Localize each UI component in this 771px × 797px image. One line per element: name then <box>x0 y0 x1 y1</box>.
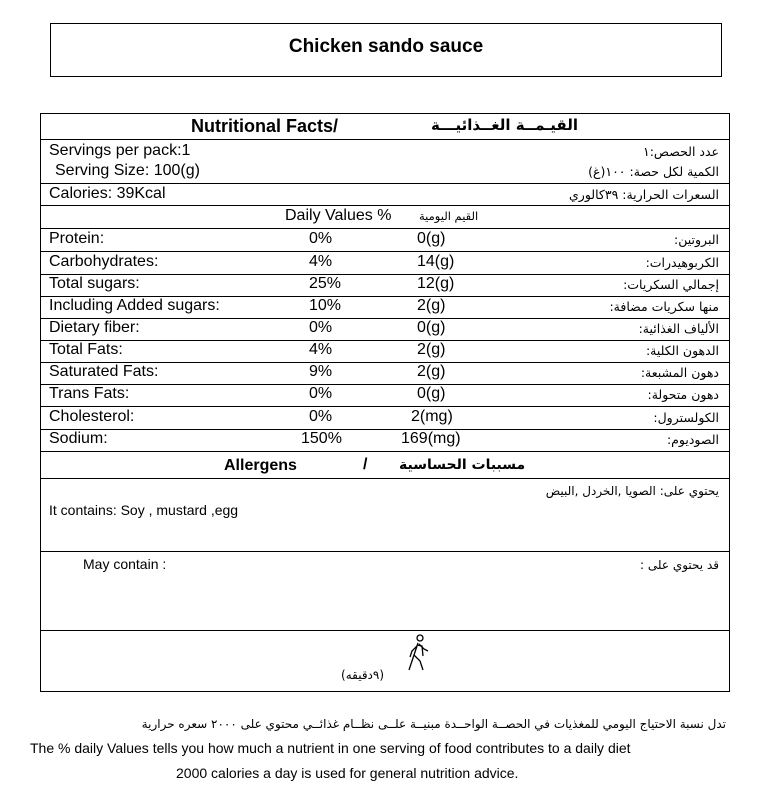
nutrient-name-ar: الكولسترول: <box>653 410 719 425</box>
nutrient-row <box>41 362 729 384</box>
may-contain-ar: قد يحتوي على : <box>640 558 719 572</box>
divider <box>41 630 729 631</box>
nutrient-amount: 0(g) <box>417 385 446 402</box>
nutrient-name-ar: إجمالي السكريات: <box>623 277 719 292</box>
servings-per-pack-ar: عدد الحصص:١ <box>643 144 719 159</box>
divider <box>41 478 729 479</box>
nutrient-name: Including Added sugars: <box>49 297 220 314</box>
nutrition-header-en: Nutritional Facts/ <box>191 116 339 136</box>
serving-size: Serving Size: 100(g) <box>55 162 200 179</box>
activity-duration: (٩دقيقه) <box>341 668 385 682</box>
nutrient-amount: 2(g) <box>417 341 446 358</box>
nutrient-name-ar: منها سكريات مضافة: <box>609 299 719 314</box>
daily-values-label: Daily Values % <box>285 207 392 224</box>
nutrient-name-ar: البروتين: <box>674 232 719 247</box>
nutrient-percent: 0% <box>309 385 333 402</box>
nutrient-name: Sodium: <box>49 430 108 447</box>
nutrient-name-ar: الألياف الغذائية: <box>638 321 719 336</box>
contains-ar: يحتوي على: الصويا ,الخردل ,البيض <box>545 484 719 498</box>
nutrient-percent: 4% <box>309 253 333 270</box>
nutrient-amount: 14(g) <box>417 253 455 270</box>
nutrient-name: Trans Fats: <box>49 385 130 402</box>
calories-ar: السعرات الحرارية: ٣٩كالوري <box>569 187 719 202</box>
nutrient-percent: 0% <box>309 408 333 425</box>
nutrient-row <box>41 340 729 362</box>
nutrient-name-ar: الدهون الكلية: <box>645 343 719 358</box>
may-contain-en: May contain : <box>83 556 167 572</box>
nutrient-row <box>41 229 729 251</box>
nutrient-amount: 12(g) <box>417 275 455 292</box>
nutrition-label <box>40 113 730 692</box>
nutrient-percent: 0% <box>309 230 333 247</box>
nutrient-row <box>41 274 729 296</box>
nutrient-row <box>41 318 729 340</box>
nutrient-name-ar: الكربوهيدرات: <box>645 255 719 270</box>
nutrient-name: Carbohydrates: <box>49 253 159 270</box>
nutrient-row <box>41 384 729 406</box>
nutrient-amount: 169(mg) <box>401 430 461 447</box>
nutrient-amount: 2(mg) <box>411 408 453 425</box>
nutrient-row <box>41 296 729 318</box>
divider <box>41 183 729 184</box>
footer-note-ar: تدل نسبة الاحتياج اليومي للمغذيات في الحصــة الواحــدة مبنيــة علــى نظــام غذائــي محتوي على ٢٠٠٠ سعره حرارية <box>141 717 726 731</box>
divider <box>41 139 729 140</box>
walking-person-icon <box>403 634 433 676</box>
nutrient-percent: 4% <box>309 341 333 358</box>
calories: Calories: 39Kcal <box>49 185 166 202</box>
product-title-box <box>50 23 722 77</box>
nutrient-row <box>41 407 729 429</box>
nutrient-percent: 0% <box>309 319 333 336</box>
divider <box>41 551 729 552</box>
footer-note-en-2: 2000 calories a day is used for general nutrition advice. <box>176 765 519 781</box>
nutrient-name-ar: دهون متحولة: <box>647 387 719 402</box>
nutrient-row <box>41 252 729 274</box>
serving-size-ar: الكمية لكل حصة: ١٠٠(غ) <box>588 164 719 179</box>
nutrient-name: Protein: <box>49 230 105 247</box>
footer-note-en-1: The % daily Values tells you how much a nutrient in one serving of food contributes to a daily diet <box>30 740 631 756</box>
divider <box>41 205 729 206</box>
product-title: Chicken sando sauce <box>288 36 484 57</box>
nutrient-name: Total sugars: <box>49 275 140 292</box>
contains-en: It contains: Soy , mustard ,egg <box>49 502 239 518</box>
nutrient-amount: 2(g) <box>417 363 446 380</box>
nutrient-name: Total Fats: <box>49 341 123 358</box>
servings-per-pack: Servings per pack:1 <box>49 142 191 159</box>
nutrient-name: Cholesterol: <box>49 408 135 425</box>
nutrient-percent: 9% <box>309 363 333 380</box>
allergens-heading-ar: مسببات الحساسية <box>399 457 526 473</box>
nutrition-header-ar: القيـمــة الغــذائيـــة <box>431 116 578 134</box>
nutrient-name-ar: دهون المشبعة: <box>640 365 719 380</box>
nutrient-amount: 0(g) <box>417 230 446 247</box>
nutrient-name-ar: الصوديوم: <box>666 432 719 447</box>
nutrient-amount: 2(g) <box>417 297 446 314</box>
allergens-slash: / <box>363 456 368 473</box>
nutrient-percent: 10% <box>309 297 342 314</box>
divider <box>41 451 729 452</box>
daily-values-label-ar: القيم اليومية <box>419 209 479 223</box>
nutrient-percent: 150% <box>301 430 342 447</box>
nutrient-amount: 0(g) <box>417 319 446 336</box>
nutrient-name: Dietary fiber: <box>49 319 140 336</box>
nutrient-row <box>41 429 729 451</box>
allergens-heading: Allergens <box>224 457 297 474</box>
nutrient-percent: 25% <box>309 275 342 292</box>
nutrient-name: Saturated Fats: <box>49 363 159 380</box>
